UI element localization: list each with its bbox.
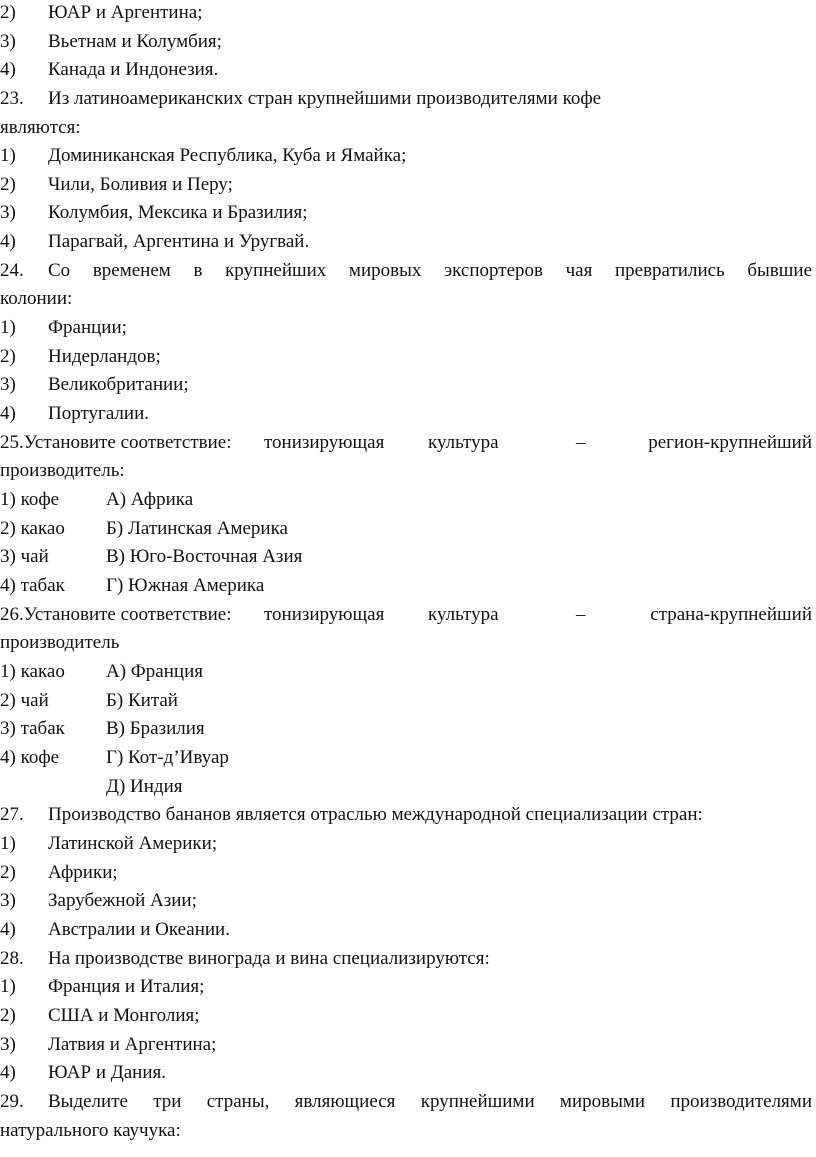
match-right: Г) Южная Америка [106, 575, 265, 596]
question-text: – [576, 432, 586, 453]
option-text: Доминиканская Республика, Куба и Ямайка; [48, 145, 407, 166]
option-number: 1) [0, 976, 16, 997]
option-text: Австралии и Океании. [48, 919, 230, 940]
question-number: 27. [0, 804, 24, 825]
question-text: Производство бананов является отраслью международной специализации стран: [48, 804, 703, 825]
question-text: Из латиноамериканских стран крупнейшими производителями кофе [48, 88, 602, 109]
question-text: культура [428, 604, 499, 625]
option-number: 4) [0, 59, 16, 80]
question-text: культура [428, 432, 499, 453]
match-right: Г) Кот-д’Ивуар [106, 747, 229, 768]
question-text: страна-крупнейший [650, 604, 812, 625]
question-text: тонизирующая [264, 604, 385, 625]
option-text: Латинской Америки; [48, 833, 218, 854]
option-text: Колумбия, Мексика и Бразилия; [48, 202, 308, 223]
match-right: В) Юго-Восточная Азия [106, 546, 303, 567]
option-number: 3) [0, 374, 16, 395]
option-number: 3) [0, 1034, 16, 1055]
option-text: Великобритании; [48, 374, 189, 395]
match-left: 2) чай [0, 690, 49, 711]
option-text: Латвия и Аргентина; [48, 1034, 217, 1055]
option-text: Франции; [48, 317, 127, 338]
option-text: Парагвай, Аргентина и Уругвай. [48, 231, 310, 252]
match-left: 1) кофе [0, 489, 60, 510]
option-number: 3) [0, 202, 16, 223]
question-text: – [576, 604, 586, 625]
match-left: 4) кофе [0, 747, 60, 768]
match-right: В) Бразилия [106, 718, 205, 739]
question-text: 26.Установите соответствие: [0, 604, 232, 625]
match-left: 2) какао [0, 518, 65, 539]
option-text: Португалии. [48, 403, 149, 424]
option-text: ЮАР и Дания. [48, 1062, 166, 1083]
option-number: 2) [0, 174, 16, 195]
option-number: 1) [0, 145, 16, 166]
question-text-cont: производитель: [0, 460, 125, 481]
question-number: 23. [0, 88, 24, 109]
question-text: регион-крупнейший [648, 432, 812, 453]
question-text: Со временем в крупнейших мировых экспортеров чая превратились бывшие [48, 260, 812, 281]
question-number: 24. [0, 260, 24, 281]
option-number: 2) [0, 1005, 16, 1026]
option-number: 4) [0, 919, 16, 940]
match-right: А) Франция [106, 661, 203, 682]
option-text: Чили, Боливия и Перу; [48, 174, 233, 195]
match-right: Д) Индия [106, 776, 183, 797]
question-text: Выделите три страны, являющиеся крупнейшими мировыми производителями [48, 1091, 812, 1112]
option-text: США и Монголия; [48, 1005, 200, 1026]
option-number: 2) [0, 2, 16, 23]
question-text-cont: производитель [0, 632, 120, 653]
option-text: ЮАР и Аргентина; [48, 2, 203, 23]
question-text-cont: колонии: [0, 288, 73, 309]
option-number: 1) [0, 317, 16, 338]
match-left: 1) какао [0, 661, 65, 682]
option-number: 1) [0, 833, 16, 854]
question-number: 28. [0, 948, 24, 969]
match-right: А) Африка [106, 489, 194, 510]
match-right: Б) Китай [106, 690, 178, 711]
option-number: 3) [0, 31, 16, 52]
option-number: 4) [0, 231, 16, 252]
question-text: 25.Установите соответствие: [0, 432, 232, 453]
question-number: 29. [0, 1091, 24, 1112]
option-text: Нидерландов; [48, 346, 161, 367]
match-right: Б) Латинская Америка [106, 518, 288, 539]
match-left: 3) чай [0, 546, 49, 567]
match-left: 4) табак [0, 575, 65, 596]
option-text: Вьетнам и Колумбия; [48, 31, 222, 52]
option-text: Зарубежной Азии; [48, 890, 197, 911]
option-text: Африки; [48, 862, 118, 883]
option-number: 2) [0, 346, 16, 367]
question-text-cont: являются: [0, 117, 81, 138]
option-number: 2) [0, 862, 16, 883]
match-left: 3) табак [0, 718, 65, 739]
option-text: Канада и Индонезия. [48, 59, 219, 80]
question-text: На производстве винограда и вина специализируются: [48, 948, 490, 969]
option-number: 3) [0, 890, 16, 911]
option-number: 4) [0, 403, 16, 424]
question-text: тонизирующая [264, 432, 385, 453]
question-text-cont: натурального каучука: [0, 1120, 181, 1141]
option-number: 4) [0, 1062, 16, 1083]
option-text: Франция и Италия; [48, 976, 205, 997]
